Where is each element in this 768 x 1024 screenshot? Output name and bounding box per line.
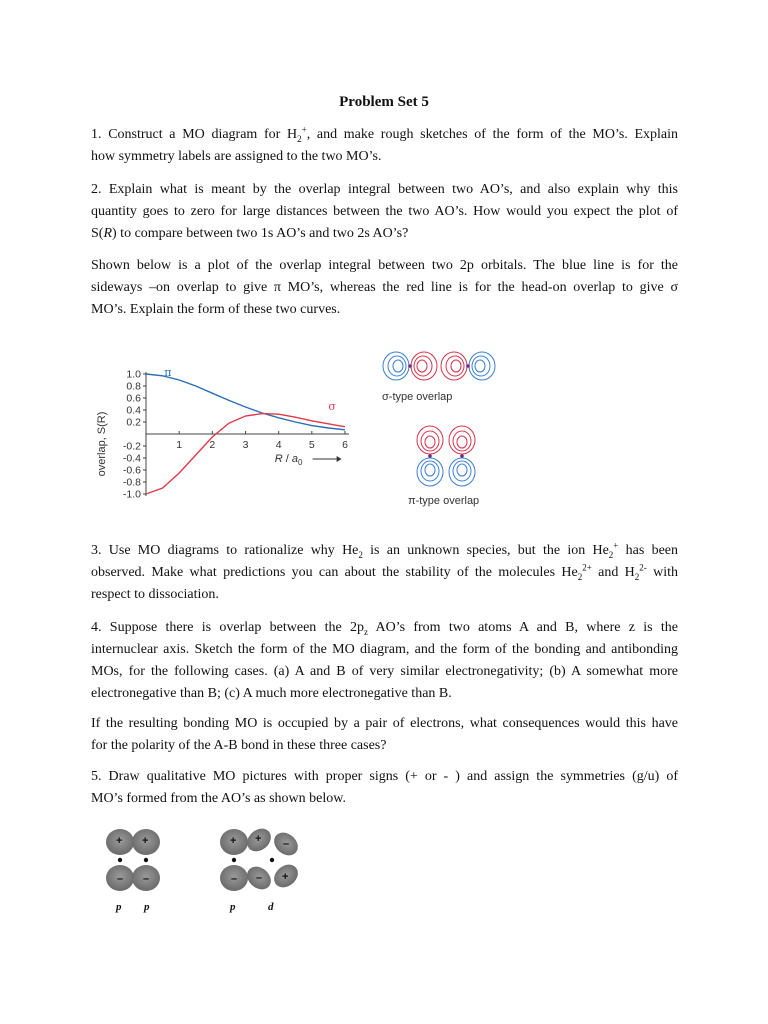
question-3 [91, 540, 678, 606]
x-tick-label: 5 [308, 439, 315, 451]
q3-line-2c: with [646, 565, 679, 580]
pp-orbital-pair [106, 829, 160, 913]
sigma-right-lobe [469, 352, 495, 380]
q1-superscript: + [301, 124, 307, 135]
question-4-followup [91, 713, 678, 757]
q4b-line-2: for the polarity of the A-B bond in these three cases? [91, 738, 387, 753]
pi-top-left-lobe [417, 426, 443, 454]
series-label-pi: π [164, 366, 172, 379]
sigma-caption: σ-type overlap [382, 391, 453, 403]
y-tick-label: 1.0 [126, 368, 141, 381]
q4-line-3: MOs, for the following cases. (a) A and B of very similar electronegativity; (b) A somewhat more [91, 664, 678, 679]
chart-lines [146, 366, 345, 494]
pi-bottom-right-lobe [449, 458, 475, 486]
q4-text-b: AO’s from two atoms A and B, where z is the [367, 620, 678, 635]
y-tick-label: 0.2 [126, 416, 141, 429]
sigma-overlap-orbitals [383, 352, 495, 380]
q3-line-2-sub-1: 2 [577, 571, 583, 582]
plot-desc-line-2: sideways –on overlap to give π MO’s, whereas the red line is for the head-on overlap to give σ [91, 280, 678, 295]
y-tick-label: -1.0 [122, 488, 141, 501]
plot-desc-line-1: Shown below is a plot of the overlap integral between two 2p orbitals. The blue line is for the [91, 258, 678, 273]
pd-sign-1: + [230, 835, 237, 847]
y-tick-label: -0.4 [122, 452, 141, 465]
question-5 [91, 766, 678, 810]
pp-sign-2: + [142, 835, 149, 847]
sigma-center-right-lobe [441, 352, 467, 380]
pp-label-2: p [144, 901, 150, 913]
x-tick-label: 1 [176, 439, 183, 451]
sigma-nucleus-a [408, 364, 412, 368]
q3-text-a: 3. Use MO diagrams to rationalize why He [91, 543, 359, 558]
q4-line-4: electronegative than B; (c) A much more electronegative than B. [91, 686, 452, 701]
pd-label-1: p [230, 901, 236, 913]
q3-line-2-sup-1: 2+ [582, 562, 592, 573]
q4-line-2: internuclear axis. Sketch the form of the MO diagram, and the form of the bonding and antibonding [91, 642, 678, 657]
q1-number: 1. [91, 127, 102, 142]
plot-desc-line-3: MO’s. Explain the form of these two curves. [91, 302, 341, 317]
pd-orbital-pair [220, 824, 302, 913]
q4b-line-1: If the resulting bonding MO is occupied by a pair of electrons, what consequences would this have [91, 716, 678, 731]
q2-line-2: quantity goes to zero for large distances between the two AO’s. How would you expect the plot of [91, 204, 678, 219]
question-1 [91, 124, 678, 168]
pi-bottom-left-lobe [417, 458, 443, 486]
x-axis-arrowhead [337, 456, 342, 462]
pi-nucleus-a [428, 454, 432, 458]
pd-sign-3: + [255, 833, 262, 845]
q4-text-a: 4. Suppose there is overlap between the 2p [91, 620, 364, 635]
orbital-sign-pictures [96, 818, 316, 928]
y-tick-label: -0.8 [122, 476, 141, 489]
chart-axes [146, 372, 349, 496]
q3-sup-2: + [613, 540, 619, 551]
sigma-center-left-lobe [411, 352, 437, 380]
q3-line-3: respect to dissociation. [91, 587, 219, 602]
pp-sign-1: + [116, 835, 123, 847]
y-tick-label: -0.6 [122, 464, 141, 477]
pi-top-right-lobe [449, 426, 475, 454]
q3-line-2-sub-2: 2 [634, 571, 640, 582]
sigma-nucleus-b [466, 364, 470, 368]
pi-overlap-orbitals [417, 426, 475, 486]
pd-sign-5: – [256, 872, 263, 884]
pd-sign-4: – [283, 838, 290, 850]
q3-line-2a: observed. Make what predictions you can about the stability of the molecules He [91, 565, 578, 580]
pd-nucleus-a [232, 858, 236, 862]
pp-sign-4: – [143, 873, 150, 885]
q3-text-c: has been [618, 543, 678, 558]
q5-line-1: 5. Draw qualitative MO pictures with proper signs (+ or - ) and assign the symmetries (g/u) of [91, 769, 678, 784]
orbital-overlap-diagram [380, 342, 530, 512]
question-2 [91, 179, 678, 245]
y-tick-label: 0.6 [126, 392, 141, 405]
y-tick-label: 0.4 [126, 404, 141, 417]
sigma-left-lobe [383, 352, 409, 380]
pd-sign-2: – [231, 873, 238, 885]
pp-label-1: p [116, 901, 122, 913]
pp-sign-3: – [117, 873, 124, 885]
pp-nucleus-a [118, 858, 122, 862]
pd-label-2: d [268, 901, 274, 913]
q3-sub-2: 2 [608, 549, 614, 560]
pi-nucleus-b [460, 454, 464, 458]
y-tick-label: -0.2 [122, 440, 141, 453]
q5-line-2: MO’s formed from the AO’s as shown below. [91, 791, 346, 806]
q1-text: Construct a MO diagram for H [108, 127, 298, 142]
x-axis-label: R / $a_0$ [274, 453, 303, 467]
q2-line-3-r: R [103, 226, 113, 241]
q1-subscript: 2 [297, 133, 302, 144]
series-label-sigma: σ [328, 400, 336, 413]
q1-text-cont: , and make rough sketches of the form of the MO’s. Explain [306, 127, 679, 142]
q3-sub-1: 2 [358, 549, 363, 560]
q3-line-2b: and H [591, 565, 635, 580]
q1-line-2: how symmetry labels are assigned to the two MO’s. [91, 149, 382, 164]
q3-line-2-sup-2: 2- [639, 562, 647, 573]
pp-nucleus-b [144, 858, 148, 862]
q4-sub: z [363, 626, 368, 637]
pi-caption: π-type overlap [408, 495, 480, 507]
question-4 [91, 617, 678, 705]
overlap-chart [88, 352, 358, 512]
page-title: Problem Set 5 [339, 94, 429, 110]
y-axis-label: overlap, S(R) [96, 411, 108, 477]
q2-line-1: 2. Explain what is meant by the overlap integral between two AO’s, and also explain why this [91, 182, 678, 197]
q2-line-3a: S( [91, 226, 104, 241]
x-tick-label: 3 [242, 439, 249, 451]
y-tick-label: 0.8 [126, 380, 141, 393]
x-tick-label: 6 [342, 439, 348, 451]
x-tick-label: 4 [275, 439, 282, 451]
q3-text-b: is an unknown species, but the ion He [362, 543, 609, 558]
pd-sign-6: + [282, 871, 289, 883]
pd-nucleus-b [270, 858, 274, 862]
q2-line-3b: ) to compare between two 1s AO’s and two 2s AO’s? [112, 226, 409, 241]
x-tick-label: 2 [209, 439, 216, 451]
plot-description [91, 255, 678, 321]
